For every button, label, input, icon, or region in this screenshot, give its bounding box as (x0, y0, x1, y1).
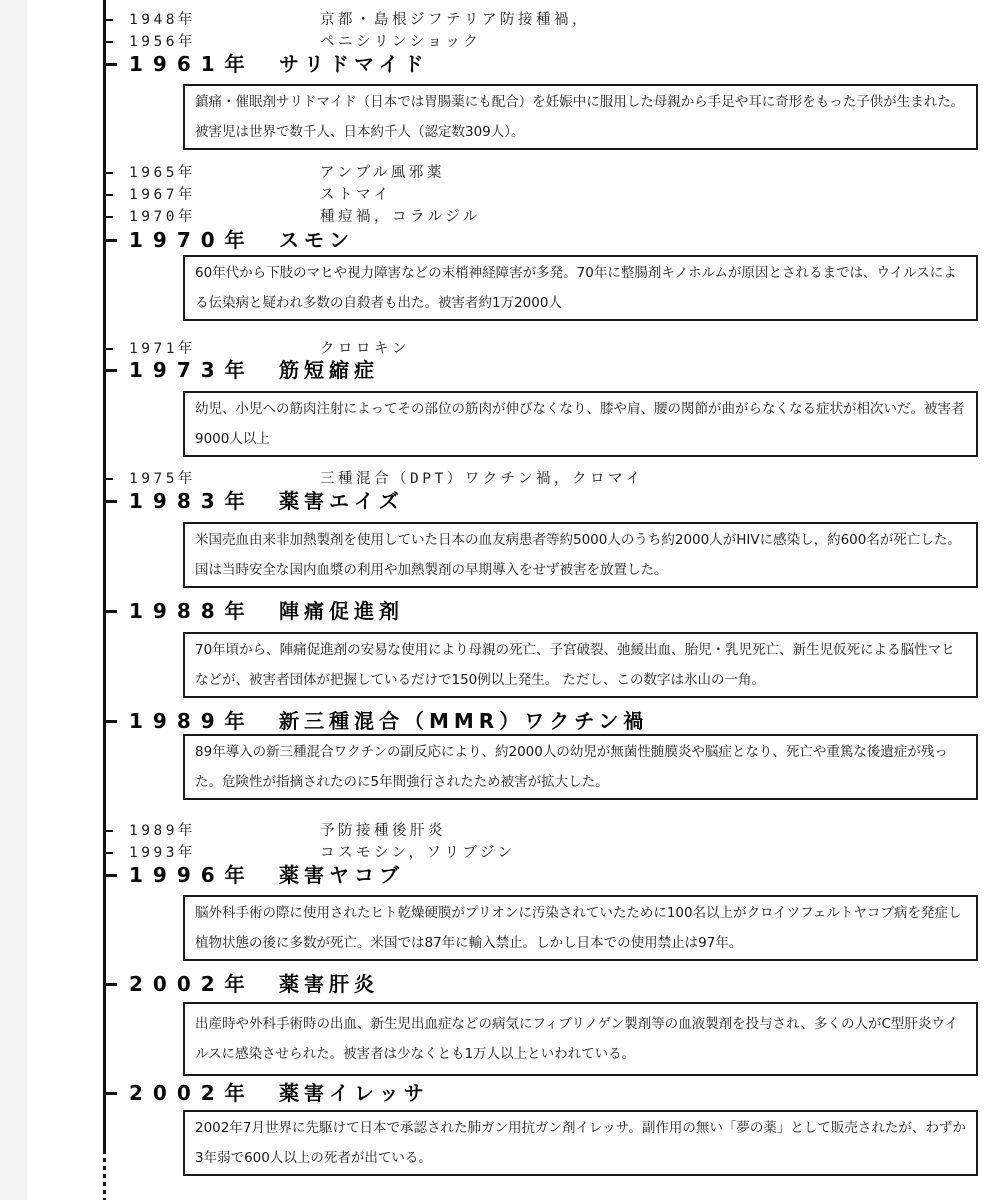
event-text: 京都・島根ジフテリア防接種禍， (320, 12, 590, 28)
event-text: コスモシン，ソリブジン (320, 845, 516, 861)
event-year: 1961年 (129, 52, 255, 76)
event-title: 薬害イレッサ (279, 1081, 429, 1105)
event-text: アンプル風邪薬 (320, 165, 445, 181)
event-title: 薬害ヤコブ (279, 863, 404, 887)
event-title: 薬害エイズ (279, 489, 404, 513)
event-description-box: 鎮痛・催眠剤サリドマイド（日本では胃腸薬にも配合）を妊娠中に服用した母親から手足や耳に奇形をもった子供が生まれた。被害児は世界で数千人、日本約千人（認定数309人）。 (183, 84, 978, 150)
event-year: 1989年 (129, 709, 255, 733)
event-year: 1988年 (129, 599, 255, 623)
event-year: 1967年 (129, 187, 196, 203)
event-title: 新三種混合（MMR）ワクチン禍 (279, 709, 649, 733)
event-year: 1970年 (129, 209, 196, 225)
event-title: サリドマイド (279, 52, 429, 76)
event-text: 三種混合（DPT）ワクチン禍，クロマイ (320, 471, 644, 487)
event-description-box: 2002年7月世界に先駆けて日本で承認された肺ガン用抗ガン剤イレッサ。副作用の無い「夢の薬」として販売されたが、わずか3年弱で600人以上の死者が出ている。 (183, 1110, 978, 1176)
event-description-box: 脳外科手術の際に使用されたヒト乾燥硬膜がプリオンに汚染されていたために100名以上がクロイツフェルトヤコブ病を発症し植物状態の後に多数が死亡。米国では87年に輸入禁止。しかし日本での使用禁止は97年。 (183, 895, 978, 961)
event-year: 1956年 (129, 34, 196, 50)
event-title: 薬害肝炎 (279, 972, 379, 996)
event-year: 1970年 (129, 228, 255, 252)
event-text: ペニシリンショック (320, 34, 482, 50)
event-year: 1989年 (129, 823, 196, 839)
event-year: 1973年 (129, 358, 255, 382)
event-year: 1983年 (129, 489, 255, 513)
event-text: クロロキン (320, 341, 410, 357)
event-year: 1948年 (129, 12, 196, 28)
event-year: 1975年 (129, 471, 196, 487)
event-year: 1965年 (129, 165, 196, 181)
document-page (27, 0, 995, 1200)
event-text: ストマイ (320, 187, 392, 203)
event-description-box: 出産時や外科手術時の出血、新生児出血症などの病気にフィブリノゲン製剤等の血液製剤を投与され、多くの人がC型肝炎ウイルスに感染させられた。被害者は少なくとも1万人以上といわれている。 (183, 1002, 978, 1076)
event-description-box: 米国売血由来非加熱製剤を使用していた日本の血友病患者等約5000人のうち約2000人がHIVに感染し，約600名が死亡した。国は当時安全な国内血漿の利用や加熱製剤の早期導入をせず被害を放置した。 (183, 522, 978, 588)
event-year: 2002年 (129, 1081, 255, 1105)
event-description-box: 89年導入の新三種混合ワクチンの副反応により、約2000人の幼児が無菌性髄膜炎や脳症となり、死亡や重篤な後遺症が残った。危険性が指摘されたのに5年間強行されたため被害が拡大した。 (183, 734, 978, 800)
event-year: 2002年 (129, 972, 255, 996)
event-description-box: 幼児、小児への筋肉注射によってその部位の筋肉が伸びなくなり、膝や肩、腰の関節が曲がらなくなる症状が相次いだ。被害者9000人以上 (183, 391, 978, 457)
event-text: 種痘禍，コラルジル (320, 209, 481, 225)
event-description-box: 70年頃から、陣痛促進剤の安易な使用により母親の死亡、子宮破裂、弛緩出血、胎児・乳児死亡、新生児仮死による脳性マヒなどが、被害者団体が把握しているだけで150例以上発生。 ただし、この数字は氷山の一角。 (183, 632, 978, 698)
event-title: スモン (279, 228, 354, 252)
event-year: 1996年 (129, 863, 255, 887)
timeline-axis-dotted-end (103, 1150, 106, 1200)
event-year: 1993年 (129, 845, 196, 861)
event-description-box: 60年代から下肢のマヒや視力障害などの末梢神経障害が多発。70年に整腸剤キノホルムが原因とされるまでは、ウイルスによる伝染病と疑われ多数の自殺者も出た。被害者約1万2000人 (183, 255, 978, 321)
event-title: 陣痛促進剤 (279, 599, 404, 623)
event-title: 筋短縮症 (279, 358, 379, 382)
event-year: 1971年 (129, 341, 196, 357)
event-text: 予防接種後肝炎 (320, 823, 446, 839)
